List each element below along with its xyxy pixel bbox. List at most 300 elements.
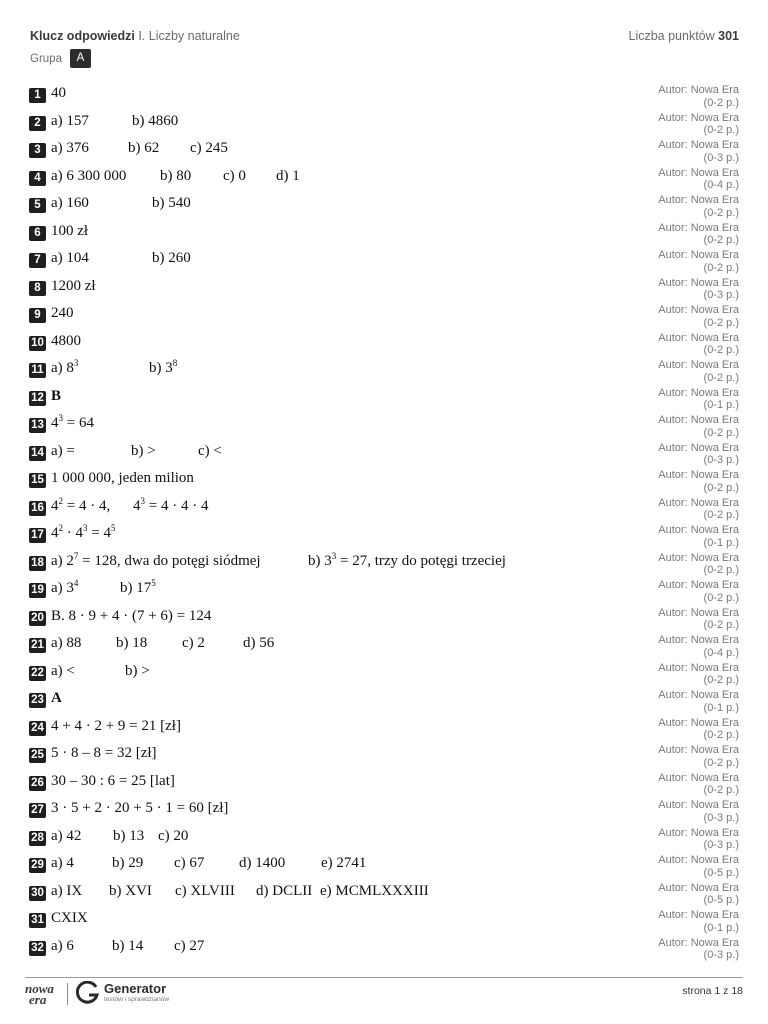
answer-value: b) >	[125, 662, 150, 679]
exponent: 3	[140, 495, 145, 506]
answer-part	[51, 333, 81, 350]
answer-part	[51, 495, 133, 515]
answer-value: d) 1400	[239, 855, 286, 871]
author-label: Autor: Nowa Era	[658, 661, 739, 674]
answer-row	[29, 109, 739, 137]
answer-value: c) <	[198, 442, 222, 459]
author-label: Autor: Nowa Era	[658, 194, 739, 206]
generator-g-icon	[76, 981, 100, 1005]
answer-row	[29, 934, 739, 962]
question-number: 16	[29, 501, 46, 516]
answer-part	[51, 168, 160, 185]
answer-meta	[658, 772, 739, 797]
answer-row	[29, 576, 739, 604]
answer-value: A	[51, 690, 62, 706]
answer-row	[29, 136, 739, 164]
author-label: Autor: Nowa Era	[658, 551, 739, 564]
exponent: 5	[151, 578, 156, 588]
question-number: 12	[29, 391, 46, 406]
answer-value: d) 56	[243, 635, 275, 651]
answer-value: c) 20	[158, 827, 189, 844]
answer-part	[175, 883, 256, 900]
group-badge: A	[70, 49, 91, 68]
answer-part	[152, 250, 191, 267]
answer-text	[51, 415, 94, 432]
group-info	[30, 49, 91, 68]
question-number: 17	[29, 528, 46, 543]
answer-row	[29, 246, 739, 274]
answer-row	[29, 604, 739, 632]
points-range: (0-3 p.)	[703, 949, 739, 961]
title-bold: Klucz odpowiedzi	[30, 29, 135, 43]
answer-row	[29, 164, 739, 192]
answer-continuation: · 4	[63, 525, 83, 541]
answer-part	[51, 745, 157, 762]
answer-part	[51, 195, 152, 212]
answer-continuation: = 64	[63, 415, 94, 431]
answer-text	[51, 910, 88, 927]
exponent: 2	[58, 495, 63, 506]
answer-text	[51, 470, 194, 487]
exponent: 8	[172, 358, 178, 368]
exponent: 3	[83, 523, 88, 533]
answer-continuation: = 128, dwa do potęgi siódmej	[78, 552, 261, 569]
answer-part	[256, 883, 320, 900]
answer-value: c) 245	[190, 140, 228, 156]
answer-value: b) 13	[113, 827, 145, 844]
answer-value: B	[51, 387, 62, 404]
exponent: 2	[58, 523, 63, 533]
answer-text	[51, 360, 177, 377]
answer-value: 4800	[51, 332, 81, 349]
answer-meta	[658, 442, 739, 467]
points-range: (0-2 p.)	[703, 96, 739, 109]
answer-value: a) 4	[51, 855, 74, 871]
answer-text	[51, 223, 88, 240]
answer-part	[51, 360, 149, 377]
points-range: (0-1 p.)	[703, 536, 739, 549]
question-number: 7	[29, 253, 46, 268]
answer-value: a) =	[51, 442, 75, 459]
answer-value: B. 8 · 9 + 4 · (7 + 6) = 124	[51, 607, 212, 624]
answer-text	[51, 580, 156, 597]
answer-part	[51, 855, 112, 872]
points-value: 301	[718, 29, 739, 43]
points-range: (0-3 p.)	[703, 811, 739, 824]
answer-meta	[658, 689, 739, 714]
answer-part	[51, 305, 74, 322]
answer-row	[29, 384, 739, 412]
question-number: 27	[29, 803, 46, 818]
answer-value: b) 62	[128, 140, 160, 156]
question-number: 23	[29, 693, 46, 708]
answer-part	[51, 525, 83, 542]
answer-part	[51, 580, 120, 597]
answer-value: b) 4860	[132, 112, 179, 129]
points-range: (0-2 p.)	[703, 784, 739, 796]
answer-text	[51, 195, 191, 212]
answer-meta	[658, 634, 739, 659]
answer-row	[29, 906, 739, 934]
exponent: 3	[58, 413, 63, 423]
question-number: 22	[29, 666, 46, 681]
answer-text	[51, 635, 274, 652]
answer-row	[29, 439, 739, 467]
answer-value: 4	[133, 497, 141, 514]
exponent: 7	[73, 550, 79, 561]
answer-part	[132, 113, 178, 130]
answer-value: a) 157	[51, 112, 89, 129]
answer-text	[51, 250, 191, 267]
points-range: (0-4 p.)	[703, 646, 739, 659]
answer-meta	[658, 469, 739, 494]
answer-meta	[658, 717, 739, 742]
answer-meta	[658, 194, 739, 219]
question-number: 15	[29, 473, 46, 488]
answer-part	[320, 883, 429, 900]
answer-value: 5 · 8 – 8 = 32 [zł]	[51, 745, 157, 761]
question-number: 3	[29, 143, 46, 158]
author-label: Autor: Nowa Era	[658, 359, 739, 371]
question-number: 1	[29, 88, 46, 103]
answer-meta	[658, 744, 739, 769]
answer-row	[29, 301, 739, 329]
answer-row	[29, 659, 739, 687]
answer-value: a) 376	[51, 140, 89, 156]
answer-part	[243, 635, 274, 652]
answer-part	[190, 140, 228, 157]
answer-value: 4 + 4 · 2 + 9 = 21 [zł]	[51, 717, 181, 734]
answer-meta	[658, 84, 739, 109]
answer-value: 4	[51, 497, 59, 514]
question-number: 30	[29, 886, 46, 901]
page-header	[30, 29, 739, 69]
answer-value: b) 540	[152, 195, 191, 211]
answer-meta	[658, 387, 739, 412]
author-label: Autor: Nowa Era	[658, 579, 739, 591]
question-number: 10	[29, 336, 46, 351]
answer-row	[29, 191, 739, 219]
answer-part	[158, 828, 188, 845]
answer-part	[131, 443, 198, 460]
answer-value: c) 2	[182, 635, 205, 651]
answer-text	[51, 85, 66, 102]
author-label: Autor: Nowa Era	[658, 331, 739, 344]
answer-part	[51, 690, 62, 707]
answer-row	[29, 329, 739, 357]
author-label: Autor: Nowa Era	[658, 744, 739, 756]
answer-value: a) 6	[51, 937, 74, 954]
answer-text	[51, 773, 175, 790]
answer-value: e) MCMLXXXIII	[320, 882, 429, 899]
answer-row	[29, 741, 739, 769]
answer-meta	[658, 937, 739, 962]
points-range: (0-2 p.)	[703, 234, 739, 246]
answer-value: c) 0	[223, 167, 246, 184]
answer-part	[51, 250, 152, 267]
author-label: Autor: Nowa Era	[658, 854, 739, 866]
generator-logo	[104, 982, 169, 1004]
answer-value: a) 8	[51, 360, 74, 376]
answer-part	[51, 718, 181, 735]
logo-line-1: nowa	[25, 981, 54, 996]
answer-meta	[658, 579, 739, 604]
answer-meta	[658, 607, 739, 632]
answer-meta	[658, 552, 739, 577]
answer-value: 4	[51, 415, 59, 431]
points-range: (0-2 p.)	[703, 564, 739, 576]
question-number: 11	[29, 363, 46, 378]
answer-part	[51, 883, 109, 900]
nowa-era-logo	[25, 983, 54, 1005]
answer-part	[51, 470, 194, 487]
author-label: Autor: Nowa Era	[658, 386, 739, 399]
answer-value: 1 000 000, jeden milion	[51, 470, 194, 486]
points-range: (0-2 p.)	[703, 674, 739, 686]
answer-value: a) 2	[51, 552, 74, 569]
answer-text	[51, 168, 300, 185]
answer-row	[29, 769, 739, 797]
answer-value: a) IX	[51, 882, 83, 899]
author-label: Autor: Nowa Era	[658, 414, 739, 426]
answer-row	[29, 466, 739, 494]
answer-part	[149, 360, 177, 377]
answer-part	[51, 443, 131, 460]
question-number: 13	[29, 418, 46, 433]
question-number: 20	[29, 611, 46, 626]
question-number: 8	[29, 281, 46, 296]
answer-value: b) XVI	[109, 882, 152, 899]
author-label: Autor: Nowa Era	[658, 606, 739, 619]
answer-part	[116, 635, 182, 652]
question-number: 29	[29, 858, 46, 873]
exponent: 4	[73, 578, 79, 588]
answer-part	[276, 168, 300, 185]
answer-row	[29, 714, 739, 742]
answer-part	[51, 415, 94, 432]
answer-text	[51, 113, 178, 130]
answer-text	[51, 443, 222, 460]
author-label: Autor: Nowa Era	[658, 84, 739, 96]
points-total	[629, 29, 740, 43]
answer-text	[51, 745, 157, 762]
question-number: 4	[29, 171, 46, 186]
answer-part	[51, 800, 228, 817]
answer-part	[174, 855, 239, 872]
answer-part	[51, 938, 112, 955]
answer-value: CXIX	[51, 910, 88, 926]
answer-meta	[658, 332, 739, 357]
answer-continuation: = 4 · 4 · 4	[145, 497, 209, 514]
author-label: Autor: Nowa Era	[658, 826, 739, 839]
answer-part	[133, 495, 209, 515]
answer-text	[51, 388, 61, 405]
answer-value: b) 80	[160, 167, 192, 184]
answer-part	[112, 855, 174, 872]
answer-value: b) >	[131, 442, 156, 459]
answer-value: b) 18	[116, 635, 148, 651]
author-label: Autor: Nowa Era	[658, 524, 739, 536]
answer-value: b) 3	[149, 360, 173, 376]
answer-part	[128, 140, 190, 157]
author-label: Autor: Nowa Era	[658, 276, 739, 289]
answer-part	[113, 828, 158, 845]
answer-part	[182, 635, 243, 652]
author-label: Autor: Nowa Era	[658, 634, 739, 646]
answer-value: c) 67	[174, 855, 205, 871]
points-range: (0-2 p.)	[703, 426, 739, 439]
answer-value: a) 3	[51, 580, 74, 596]
generator-title: Generator	[104, 981, 167, 996]
answer-part	[51, 223, 88, 240]
question-number: 28	[29, 831, 46, 846]
answer-text	[51, 495, 209, 515]
answer-value: c) 27	[174, 937, 205, 954]
answer-meta	[658, 524, 739, 549]
exponent: 3	[331, 550, 337, 561]
answer-meta	[658, 139, 739, 164]
answer-value: c) XLVIII	[175, 882, 235, 899]
answer-value: 40	[51, 85, 66, 101]
author-label: Autor: Nowa Era	[658, 771, 739, 784]
author-label: Autor: Nowa Era	[658, 111, 739, 124]
page-number: strona 1 z 18	[682, 985, 743, 997]
question-number: 26	[29, 776, 46, 791]
answer-text	[51, 938, 204, 955]
exponent: 3	[73, 358, 79, 368]
answer-part	[51, 140, 128, 157]
answer-meta	[658, 112, 739, 137]
answer-part	[51, 113, 132, 130]
answer-part	[152, 195, 191, 212]
answer-meta	[658, 277, 739, 302]
author-label: Autor: Nowa Era	[658, 689, 739, 701]
answer-part	[51, 773, 175, 790]
answer-text	[51, 800, 228, 817]
answer-part	[51, 85, 66, 102]
answer-part	[83, 525, 111, 542]
exponent: 5	[110, 523, 116, 533]
points-range: (0-3 p.)	[703, 289, 739, 301]
answer-row	[29, 219, 739, 247]
answer-part	[51, 278, 96, 295]
points-range: (0-2 p.)	[703, 124, 739, 136]
answer-part	[239, 855, 321, 872]
answer-text	[51, 550, 506, 570]
points-range: (0-1 p.)	[703, 701, 739, 714]
author-label: Autor: Nowa Era	[658, 221, 739, 234]
answer-meta	[658, 662, 739, 687]
answer-meta	[658, 222, 739, 247]
answer-value: 100 zł	[51, 222, 89, 239]
points-range: (0-5 p.)	[703, 866, 739, 879]
answer-part	[51, 635, 116, 652]
question-number: 6	[29, 226, 46, 241]
answer-part	[109, 883, 175, 900]
answer-value: 3 · 5 + 2 · 20 + 5 · 1 = 60 [zł]	[51, 800, 229, 816]
answer-meta	[658, 167, 739, 192]
points-range: (0-2 p.)	[703, 481, 739, 494]
answer-part	[198, 443, 222, 460]
question-number: 32	[29, 941, 46, 956]
answer-text	[51, 718, 181, 735]
answer-text	[51, 525, 115, 542]
answer-meta	[658, 249, 739, 274]
answer-value: b) 29	[112, 855, 144, 871]
question-number: 25	[29, 748, 46, 763]
group-label: Grupa	[30, 52, 62, 65]
answer-value: a) <	[51, 662, 75, 679]
question-number: 21	[29, 638, 46, 653]
points-range: (0-2 p.)	[703, 756, 739, 769]
points-range: (0-2 p.)	[703, 509, 739, 521]
answer-continuation: = 4 · 4,	[63, 497, 111, 514]
points-label: Liczba punktów	[628, 29, 719, 43]
footer-divider	[25, 977, 743, 978]
answer-value: 240	[51, 305, 74, 321]
answer-part	[174, 938, 204, 955]
answer-meta	[658, 909, 739, 934]
answer-value: e) 2741	[321, 855, 367, 871]
document-title	[30, 29, 240, 43]
points-range: (0-5 p.)	[703, 894, 739, 906]
points-range: (0-2 p.)	[703, 371, 739, 384]
author-label: Autor: Nowa Era	[658, 441, 739, 454]
author-label: Autor: Nowa Era	[658, 881, 739, 894]
points-range: (0-1 p.)	[703, 399, 739, 411]
answer-part	[51, 550, 308, 570]
answer-continuation: = 4	[87, 525, 111, 541]
answer-part	[321, 855, 366, 872]
author-label: Autor: Nowa Era	[658, 249, 739, 261]
answer-part	[51, 388, 61, 405]
answer-value: a) 104	[51, 250, 89, 266]
answer-part	[111, 525, 116, 542]
answer-row	[29, 411, 739, 439]
author-label: Autor: Nowa Era	[658, 496, 739, 509]
points-range: (0-2 p.)	[703, 316, 739, 329]
answer-meta	[658, 854, 739, 879]
answer-part	[112, 938, 174, 955]
answer-value: b) 260	[152, 250, 191, 266]
answer-part	[120, 580, 156, 597]
answer-part	[308, 550, 506, 570]
author-label: Autor: Nowa Era	[658, 139, 739, 151]
question-number: 2	[29, 116, 46, 131]
answer-text	[51, 608, 211, 625]
author-label: Autor: Nowa Era	[658, 716, 739, 729]
answer-value: a) 42	[51, 827, 82, 844]
answer-part	[51, 910, 88, 927]
question-number: 18	[29, 556, 46, 571]
answer-part	[51, 608, 211, 625]
points-range: (0-2 p.)	[703, 619, 739, 631]
answer-meta	[658, 414, 739, 439]
answer-value: b) 17	[120, 580, 152, 596]
points-range: (0-3 p.)	[703, 151, 739, 164]
answer-value: a) 88	[51, 635, 82, 651]
question-number: 19	[29, 583, 46, 598]
logo-line-2: era	[29, 992, 47, 1007]
answer-row	[29, 824, 739, 852]
answer-meta	[658, 359, 739, 384]
answer-row	[29, 521, 739, 549]
answer-row	[29, 356, 739, 384]
answer-row	[29, 274, 739, 302]
title-subject: I. Liczby naturalne	[134, 29, 240, 43]
answer-text	[51, 140, 228, 157]
answer-meta	[658, 827, 739, 852]
